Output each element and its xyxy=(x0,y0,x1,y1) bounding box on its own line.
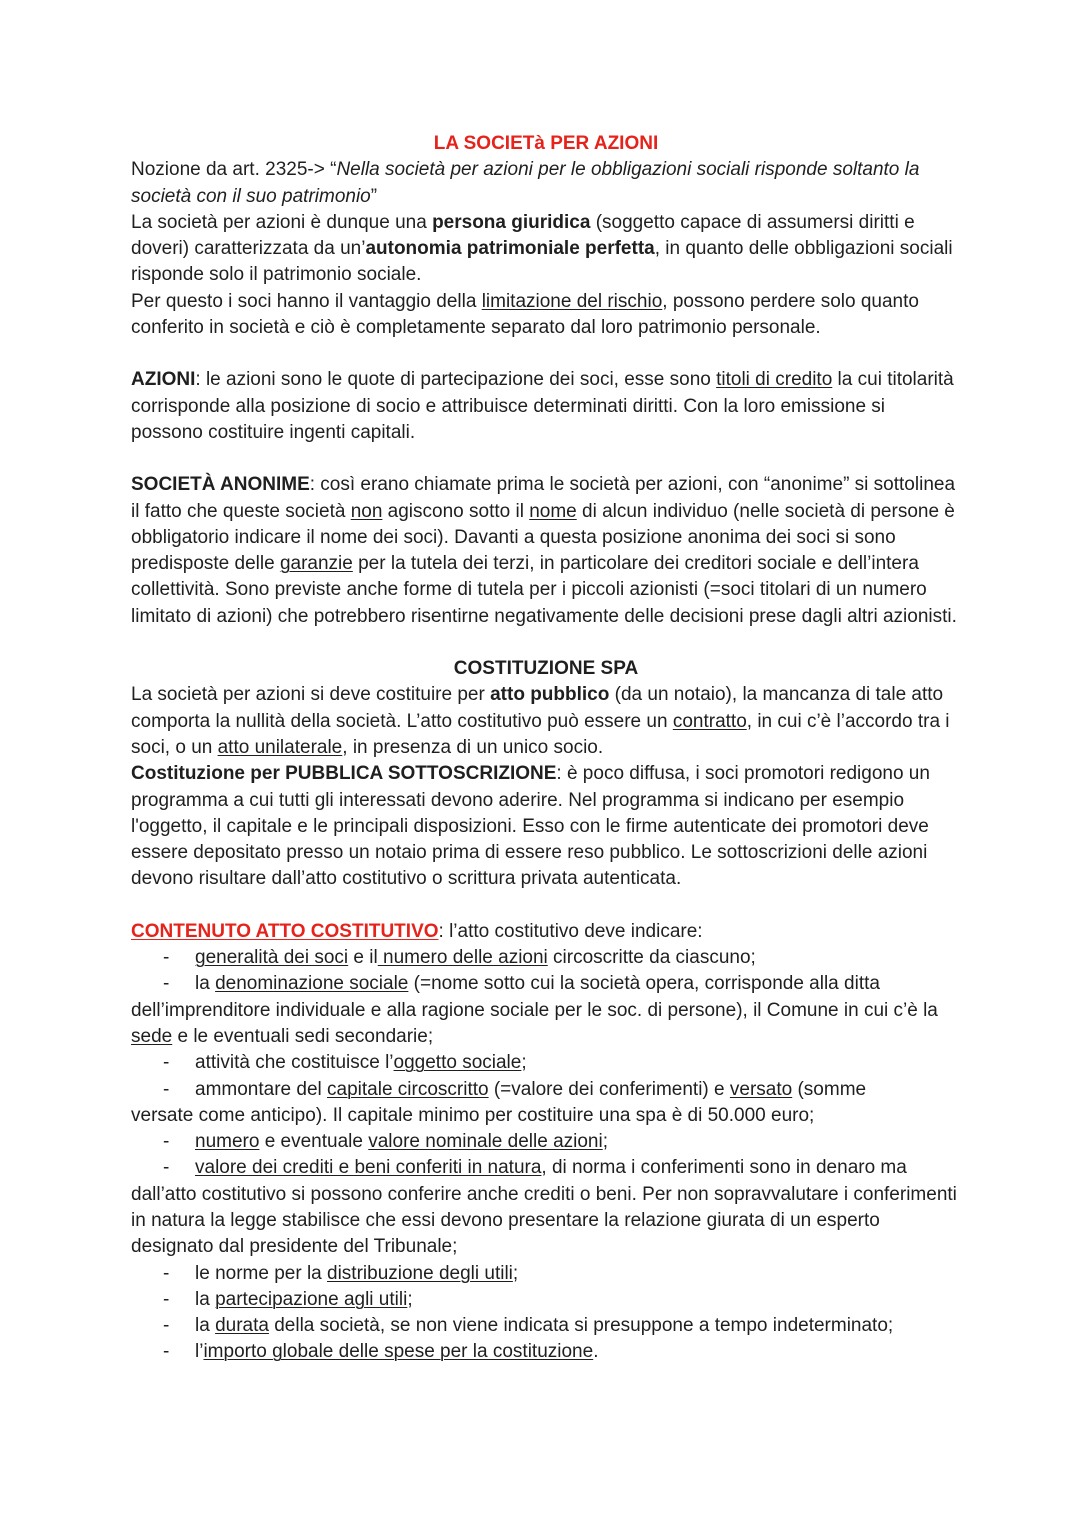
list-item-continuation: dall’atto costitutivo si possono conferire anche crediti o beni. Per non sopravvalutare i conferimenti in natura la legge stabilisce che essi devono presentare la relazione giurata di un esperto designato dal presidente del Tribunale; xyxy=(131,1183,957,1258)
document-body xyxy=(131,131,961,1366)
text-span: (soggetto capace di assumersi diritti e doveri) caratterizzata da un’ xyxy=(131,211,915,260)
text-span: circoscritte da ciascuno; xyxy=(547,947,756,969)
underlined-term: valore dei crediti e beni conferiti in natura xyxy=(195,1157,542,1179)
underlined-term: distribuzione degli utili xyxy=(327,1262,513,1284)
list-item xyxy=(131,1129,961,1155)
text-span: per la tutela dei terzi, in particolare dei creditori sociale e dell’intera collettività. Sono previste anche forme di tutela per i piccoli azionisti (=soci titolari di un numero limitato di azioni) che potrebbero risentirne negativamente delle decisioni prese dagli altri azionisti. xyxy=(131,553,957,627)
underlined-term: sede xyxy=(131,1025,173,1047)
text-span: , di norma i conferimenti sono in denaro ma xyxy=(541,1157,907,1179)
text-span: La società per azioni si deve costituire per xyxy=(131,684,491,706)
text-span: e il xyxy=(348,947,378,969)
text-span: ammontare del xyxy=(195,1078,328,1100)
nozione-paragraph xyxy=(131,157,961,210)
text-span: (=valore dei conferimenti) e xyxy=(488,1078,730,1100)
section-heading: SOCIETÀ ANONIME xyxy=(131,474,310,496)
persona-giuridica-paragraph xyxy=(131,210,961,289)
text-span: Per questo i soci hanno il vantaggio della xyxy=(131,290,482,312)
section-heading: CONTENUTO ATTO COSTITUTIVO xyxy=(131,920,439,942)
contenuto-list xyxy=(131,945,961,1366)
list-item-continuation xyxy=(131,998,961,1051)
underlined-term: limitazione del rischio xyxy=(481,290,663,312)
bold-term: atto pubblico xyxy=(490,684,610,706)
text-span: ; xyxy=(602,1131,608,1153)
text-span: , in quanto delle obbligazioni sociali risponde solo il patrimonio sociale. xyxy=(131,238,953,286)
text-span: e eventuale xyxy=(259,1131,369,1153)
list-item xyxy=(131,1287,961,1313)
underlined-term: capitale circoscritto xyxy=(327,1078,489,1100)
text-span: attività che costituisce l’ xyxy=(195,1052,394,1074)
text-span: (da un notaio), la mancanza di tale atto comporta la nullità della società. L’atto costitutivo può essere un xyxy=(131,684,944,732)
rischio-paragraph xyxy=(131,289,961,342)
underlined-term: denominazione sociale xyxy=(215,973,409,995)
text-span: le norme per la xyxy=(195,1262,328,1284)
underlined-term: generalità dei soci xyxy=(195,947,349,969)
text-span: ; xyxy=(521,1052,527,1074)
underlined-term: partecipazione agli utili xyxy=(215,1288,408,1310)
text-span: l’ xyxy=(195,1341,204,1363)
underlined-term: durata xyxy=(215,1315,269,1337)
text-span: ” xyxy=(370,185,378,207)
text-span: agiscono sotto il xyxy=(382,500,530,522)
text-span: (somme xyxy=(792,1078,867,1100)
quote-text: Nella società per azioni per le obbligazioni sociali risponde soltanto la società con il suo patrimonio xyxy=(131,159,920,207)
text-span: ; xyxy=(407,1288,413,1310)
underlined-term: importo globale delle spese per la costituzione xyxy=(203,1341,594,1363)
text-span: ; xyxy=(512,1262,519,1284)
underlined-term: atto unilaterale xyxy=(217,736,343,758)
list-item xyxy=(131,1313,961,1339)
underlined-term: garanzie xyxy=(279,553,353,575)
underlined-term: oggetto sociale xyxy=(393,1052,522,1074)
list-item xyxy=(131,945,961,971)
text-span: . xyxy=(593,1341,599,1363)
text-span: : è poco diffusa, i soci promotori redigono un programma a cui tutti gli interessati devono aderire. Nel programma si indicano per esempio l'oggetto, il capitale e le principali disposizioni. Esso con le firme autenticate dei promotori deve essere depositato presso un notaio prima di essere reso pubblico. Le sottoscrizioni delle azioni devono risultare dall’atto costitutivo o scrittura privata autenticata. xyxy=(131,763,930,890)
list-item-continuation: versate come anticipo). Il capitale minimo per costituire una spa è di 50.000 euro; xyxy=(131,1104,815,1126)
bold-term: persona giuridica xyxy=(432,211,591,233)
underlined-term: versato xyxy=(729,1078,793,1100)
contenuto-heading-line xyxy=(131,919,961,945)
document-title: LA SOCIETà PER AZIONI xyxy=(433,133,659,154)
societa-anonime-paragraph xyxy=(131,472,961,630)
underlined-term: numero delle azioni xyxy=(377,947,548,969)
bold-term: autonomia patrimoniale perfetta xyxy=(365,238,655,260)
underlined-term: non xyxy=(350,500,383,522)
underlined-term: titoli di credito xyxy=(716,369,833,391)
text-span: , in presenza di un unico socio. xyxy=(342,736,604,758)
text-span: : le azioni sono le quote di partecipazione dei soci, esse sono xyxy=(195,369,717,391)
underlined-term: nome xyxy=(529,500,577,522)
text-span: della società, se non viene indicata si presuppone a tempo indeterminato; xyxy=(268,1315,894,1337)
section-heading: AZIONI xyxy=(131,369,196,391)
list-item xyxy=(131,971,961,1050)
text-span: (=nome sotto cui la società opera, corrisponde alla ditta xyxy=(408,973,880,995)
underlined-term: numero xyxy=(195,1131,260,1153)
costituzione-heading: COSTITUZIONE SPA xyxy=(453,658,639,680)
text-span: , possono perdere solo quanto conferito in società e ciò è completamente separato dal loro patrimonio personale. xyxy=(131,290,919,339)
text-span: la xyxy=(195,973,216,995)
text-span: di alcun individuo (nelle società di persone è obbligatorio indicare il nome dei soci). Davanti a questa posizione anonima dei soci si sono predisposte delle xyxy=(131,500,955,575)
azioni-paragraph xyxy=(131,367,961,446)
costituzione-paragraph xyxy=(131,682,961,761)
list-item xyxy=(131,1155,961,1260)
list-item xyxy=(131,1339,961,1365)
text-span: la cui titolarità corrisponde alla posizione di socio e attribuisce determinati diritti. Con la loro emissione si possono costituire ingenti capitali. xyxy=(131,369,954,443)
text-span: la xyxy=(195,1315,216,1337)
pubblica-sottoscrizione-paragraph xyxy=(131,761,961,892)
text-span: : l’atto costitutivo deve indicare: xyxy=(438,920,703,942)
text-span: Nozione da art. 2325-> “ xyxy=(131,159,337,181)
list-item xyxy=(131,1261,961,1287)
list-item xyxy=(131,1050,961,1076)
underlined-term: contratto xyxy=(672,710,747,732)
text-span: : così erano chiamate prima le società per azioni, con “anonime” si sottolinea il fatto che queste società xyxy=(131,474,956,522)
bold-term: Costituzione per PUBBLICA SOTTOSCRIZIONE xyxy=(131,763,557,785)
text-span: , in cui c’è l’accordo tra i soci, o un xyxy=(131,710,950,758)
underlined-term: valore nominale delle azioni xyxy=(368,1131,603,1153)
list-item xyxy=(131,1077,961,1130)
text-span: e le eventuali sedi secondarie; xyxy=(172,1025,434,1047)
text-span: La società per azioni è dunque una xyxy=(131,211,433,233)
text-span: dell’imprenditore individuale e alla ragione sociale per le soc. di persone), il Comune in cui c’è la xyxy=(131,999,938,1021)
text-span: la xyxy=(195,1288,216,1310)
